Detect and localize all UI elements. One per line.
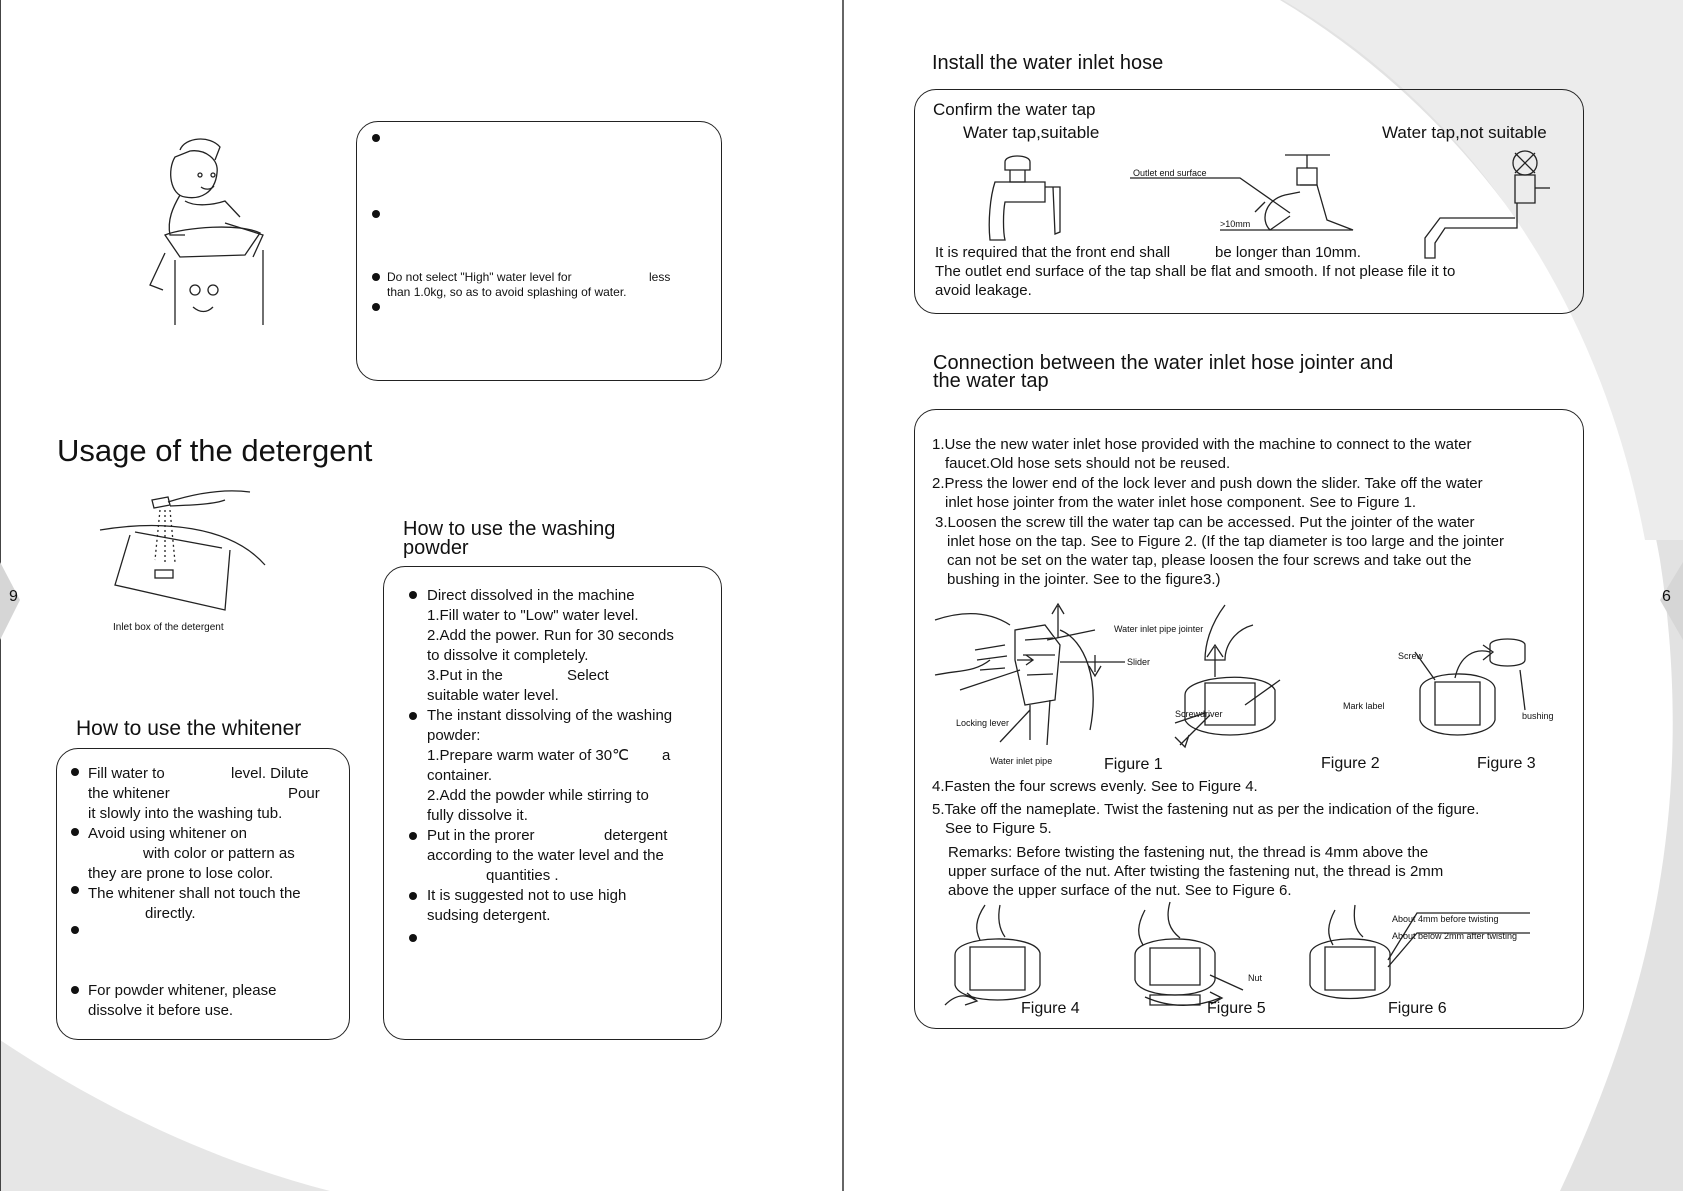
section-title-connection: Connection between the water inlet hose jointer and [933, 352, 1394, 374]
whitener-text: it slowly into the washing tub. [88, 805, 283, 822]
label-about-2mm: About below 2mm after twisting [1392, 931, 1518, 941]
powder-text: powder: [427, 727, 481, 744]
powder-text: fully dissolve it. [427, 807, 528, 824]
powder-text: suitable water level. [427, 687, 559, 704]
step-text: See to Figure 5. [945, 820, 1052, 837]
bullet [409, 934, 417, 942]
step-text: 2.Press the lower end of the lock lever and push down the slider. Take off the water [932, 475, 1483, 492]
suitable-tap-illustration [985, 152, 1075, 242]
powder-text: 2.Add the power. Run for 30 seconds [427, 627, 674, 644]
tap-not-suitable-label: Water tap,not suitable [1382, 123, 1547, 142]
whitener-text: level. Dilute [231, 765, 309, 782]
powder-text: 3.Put in the [427, 667, 503, 684]
figure-3-illustration [1415, 640, 1560, 750]
powder-text: detergent [604, 827, 668, 844]
figure-4-caption: Figure 4 [1021, 1000, 1080, 1017]
step-text: 4.Fasten the four screws evenly. See to Figure 4. [932, 778, 1258, 795]
label-nut: Nut [1248, 973, 1263, 983]
whitener-text: Pour [288, 785, 320, 802]
outlet-end-label: Outlet end surface [1133, 168, 1207, 178]
remarks-text: above the upper surface of the nut. See to Figure 6. [948, 882, 1292, 899]
label-water-inlet-pipe: Water inlet pipe [990, 756, 1053, 766]
caution-text: Do not select "High" water level for [387, 270, 572, 284]
bullet [71, 768, 79, 776]
whitener-text: For powder whitener, please [88, 982, 277, 999]
gt10mm-label: >10mm [1220, 219, 1251, 229]
step-text: bushing in the jointer. See to the figure3.) [947, 571, 1221, 588]
figure-4-illustration [945, 905, 1055, 1010]
detergent-inlet-box-illustration [100, 490, 275, 620]
section-title-powder: powder [403, 537, 469, 559]
bullet [71, 986, 79, 994]
section-title-powder: How to use the washing [403, 518, 616, 540]
bullet [409, 591, 417, 599]
bullet [372, 134, 380, 142]
step-text: 1.Use the new water inlet hose provided with the machine to connect to the water [932, 436, 1472, 453]
figure-5-illustration [1125, 900, 1265, 1010]
powder-text: 1.Fill water to "Low" water level. [427, 607, 639, 624]
figure-3-caption: Figure 3 [1477, 755, 1536, 772]
label-mark-label: Mark label [1343, 701, 1385, 711]
section-title-whitener: How to use the whitener [76, 717, 302, 740]
label-bushing: bushing [1522, 711, 1554, 721]
remarks-text: upper surface of the nut. After twisting the fastening nut, the thread is 2mm [948, 863, 1444, 880]
figure-1-caption: Figure 1 [1104, 756, 1163, 773]
step-text: faucet.Old hose sets should not be reused. [945, 455, 1231, 472]
figure-2-caption: Figure 2 [1321, 755, 1380, 772]
label-about-4mm: About 4mm before twisting [1392, 914, 1499, 924]
powder-text: to dissolve it completely. [427, 647, 589, 664]
section-title-connection: the water tap [933, 370, 1049, 392]
bullet [372, 210, 380, 218]
tap-req-text: It is required that the front end shall [935, 244, 1171, 261]
powder-text: container. [427, 767, 493, 784]
tap-req-text: be longer than 10mm. [1215, 244, 1361, 261]
whitener-text: with color or pattern as [143, 845, 295, 862]
whitener-text: Avoid using whitener on [88, 825, 247, 842]
section-title-hose: Install the water inlet hose [932, 52, 1164, 74]
bullet [409, 892, 417, 900]
bullet [71, 828, 79, 836]
label-slider: Slider [1127, 657, 1151, 667]
figure-5-caption: Figure 5 [1207, 1000, 1266, 1017]
caution-box [356, 121, 722, 381]
inlet-box-caption: Inlet box of the detergent [113, 622, 224, 633]
whitener-text: dissolve it before use. [88, 1002, 234, 1019]
step-text: can not be set on the water tap, please loosen the four screws and take out the [947, 552, 1472, 569]
tap-suitable-label: Water tap,suitable [963, 123, 1100, 142]
powder-text: sudsing detergent. [427, 907, 551, 924]
powder-text: The instant dissolving of the washing [427, 707, 673, 724]
bullet [409, 832, 417, 840]
powder-text: Put in the prorer [427, 827, 535, 844]
whitener-text: they are prone to lose color. [88, 865, 274, 882]
powder-text: It is suggested not to use high [427, 887, 627, 904]
caution-text: less [649, 270, 671, 284]
woman-loading-laundry-illustration [145, 135, 295, 330]
tap-req-text: The outlet end surface of the tap shall be flat and smooth. If not please file it to [935, 263, 1456, 280]
step-text: inlet hose on the tap. See to Figure 2. (If the tap diameter is too large and the jointer [947, 533, 1505, 550]
tap-confirm: Confirm the water tap [933, 100, 1096, 119]
powder-text: Select [567, 667, 609, 684]
bullet [409, 712, 417, 720]
tap-req-text: avoid leakage. [935, 282, 1032, 299]
powder-text: quantities . [486, 867, 559, 884]
whitener-text: Fill water to [88, 765, 165, 782]
label-water-inlet-pipe-jointer: Water inlet pipe jointer [1114, 624, 1204, 634]
section-title-detergent: Usage of the detergent [57, 433, 373, 468]
page-number-left: 9 [9, 588, 18, 605]
bullet [71, 926, 79, 934]
step-text: inlet hose jointer from the water inlet hose component. See to Figure 1. [945, 494, 1417, 511]
caution-text: than 1.0kg, so as to avoid splashing of water. [387, 285, 627, 299]
powder-text: 2.Add the powder while stirring to [427, 787, 649, 804]
step-text: 3.Loosen the screw till the water tap can be accessed. Put the jointer of the water [935, 514, 1475, 531]
whitener-text: The whitener shall not touch the [88, 885, 301, 902]
powder-text: Direct dissolved in the machine [427, 587, 635, 604]
powder-text: 1.Prepare warm water of 30℃ [427, 747, 629, 764]
whitener-text: directly. [145, 905, 196, 922]
unsuitable-tap-illustration [1415, 143, 1550, 263]
step-text: 5.Take off the nameplate. Twist the fastening nut as per the indication of the figure. [932, 801, 1480, 818]
outlet-leader-lines [1130, 178, 1300, 233]
figure-2-illustration [1175, 605, 1335, 755]
figure-6-caption: Figure 6 [1388, 1000, 1447, 1017]
remarks-text: Remarks: Before twisting the fastening nut, the thread is 4mm above the [948, 844, 1429, 861]
page-number-right: 6 [1662, 588, 1671, 605]
powder-text: according to the water level and the [427, 847, 664, 864]
label-screw: Screw [1398, 651, 1424, 661]
whitener-text: the whitener [88, 785, 170, 802]
bullet [372, 273, 380, 281]
powder-text: a [662, 747, 671, 764]
bullet [71, 886, 79, 894]
bullet [372, 303, 380, 311]
label-screwdriver: Screwdriver [1175, 709, 1223, 719]
label-locking-lever: Locking lever [956, 718, 1010, 728]
